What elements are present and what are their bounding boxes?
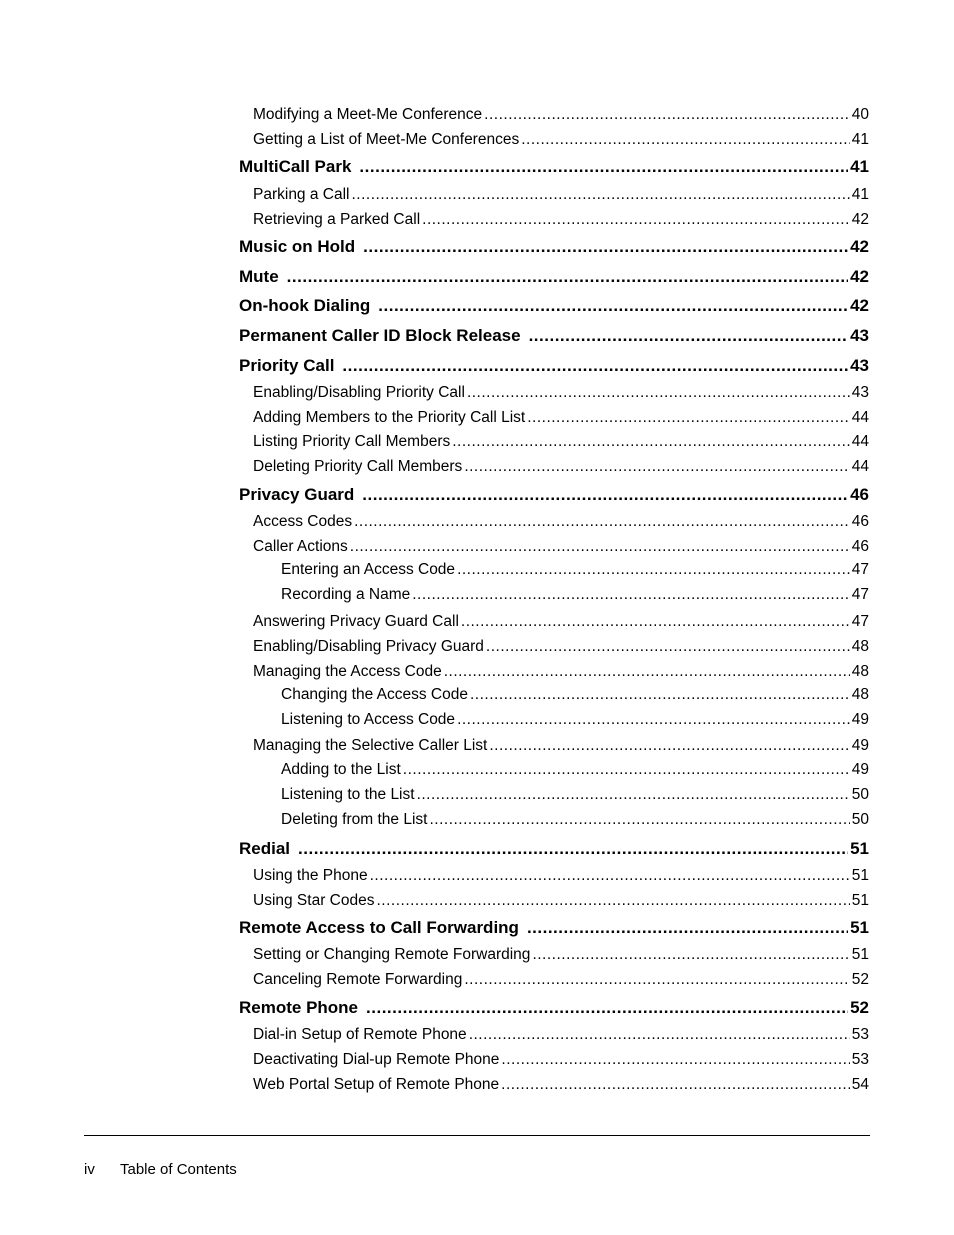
toc-subsection-entry[interactable] xyxy=(253,211,869,229)
toc-dot-leader xyxy=(298,839,848,859)
toc-subsection-entry[interactable] xyxy=(253,186,869,204)
toc-subsection-entry[interactable] xyxy=(253,1051,869,1069)
toc-page-number: 54 xyxy=(851,1076,869,1093)
toc-dot-leader xyxy=(457,711,850,729)
toc-page-number: 46 xyxy=(850,485,869,504)
toc-entry-title: Listing Priority Call Members xyxy=(253,433,451,450)
toc-entry-title: Permanent Caller ID Block Release xyxy=(239,326,521,345)
toc-entry-title: Mute xyxy=(239,267,279,286)
toc-entry-title: Dial-in Setup of Remote Phone xyxy=(253,1026,467,1043)
toc-section-entry[interactable] xyxy=(239,998,869,1018)
toc-dot-leader xyxy=(501,1051,849,1069)
toc-entry-title: Answering Privacy Guard Call xyxy=(253,613,459,630)
toc-subsection-entry[interactable] xyxy=(253,409,869,427)
toc-entry-title: Listening to the List xyxy=(281,786,415,803)
toc-section-entry[interactable] xyxy=(239,267,869,287)
toc-dot-leader xyxy=(464,971,849,989)
toc-page-number: 51 xyxy=(851,867,869,884)
toc-subsection-entry[interactable] xyxy=(253,663,869,681)
toc-section-entry[interactable] xyxy=(239,326,869,346)
toc-entry-title: Enabling/Disabling Privacy Guard xyxy=(253,638,484,655)
toc-entry-title: Canceling Remote Forwarding xyxy=(253,971,463,988)
toc-entry-title: Remote Phone xyxy=(239,998,359,1017)
toc-dot-leader xyxy=(352,186,850,204)
toc-page-number: 49 xyxy=(851,711,869,728)
toc-dot-leader xyxy=(403,761,850,779)
toc-entry-title: Adding Members to the Priority Call List xyxy=(253,409,526,426)
toc-subsubsection-entry[interactable] xyxy=(281,586,869,604)
toc-subsubsection-entry[interactable] xyxy=(281,711,869,729)
toc-subsubsection-entry[interactable] xyxy=(281,811,869,829)
toc-dot-leader xyxy=(529,326,849,346)
toc-page-number: 51 xyxy=(851,946,869,963)
toc-dot-leader xyxy=(489,737,849,755)
toc-subsection-entry[interactable] xyxy=(253,106,869,124)
toc-page-number: 44 xyxy=(851,433,869,450)
toc-subsubsection-entry[interactable] xyxy=(281,686,869,704)
footer-label: Table of Contents xyxy=(120,1161,237,1178)
toc-subsection-entry[interactable] xyxy=(253,458,869,476)
toc-page-number: 42 xyxy=(850,296,869,315)
toc-entry-title: Privacy Guard xyxy=(239,485,355,504)
footer-page-number: iv xyxy=(84,1161,95,1178)
toc-subsubsection-entry[interactable] xyxy=(281,561,869,579)
toc-subsection-entry[interactable] xyxy=(253,1026,869,1044)
toc-section-entry[interactable] xyxy=(239,485,869,505)
toc-page-number: 42 xyxy=(850,237,869,256)
toc-dot-leader xyxy=(467,384,850,402)
toc-dot-leader xyxy=(532,946,849,964)
toc-dot-leader xyxy=(359,157,848,177)
toc-entry-title: Managing the Selective Caller List xyxy=(253,737,488,754)
toc-entry-title: Using the Phone xyxy=(253,867,368,884)
toc-entry-title: Priority Call xyxy=(239,356,335,375)
toc-subsection-entry[interactable] xyxy=(253,946,869,964)
toc-dot-leader xyxy=(422,211,850,229)
toc-subsection-entry[interactable] xyxy=(253,867,869,885)
toc-dot-leader xyxy=(461,613,850,631)
toc-dot-leader xyxy=(376,892,849,910)
toc-entry-title: Music on Hold xyxy=(239,237,356,256)
toc-dot-leader xyxy=(452,433,850,451)
toc-page-number: 48 xyxy=(851,663,869,680)
toc-entry-title: Adding to the List xyxy=(281,761,401,778)
toc-page-number: 50 xyxy=(851,786,869,803)
toc-subsubsection-entry[interactable] xyxy=(281,761,869,779)
toc-dot-leader xyxy=(370,867,850,885)
toc-page-number: 51 xyxy=(850,839,869,858)
toc-page-number: 46 xyxy=(851,513,869,530)
toc-entry-title: Caller Actions xyxy=(253,538,348,555)
toc-section-entry[interactable] xyxy=(239,296,869,316)
toc-dot-leader xyxy=(287,267,848,287)
toc-subsection-entry[interactable] xyxy=(253,538,869,556)
toc-dot-leader xyxy=(527,409,850,427)
toc-subsection-entry[interactable] xyxy=(253,613,869,631)
toc-page-number: 51 xyxy=(850,918,869,937)
toc-dot-leader xyxy=(412,586,850,604)
toc-dot-leader xyxy=(457,561,850,579)
toc-dot-leader xyxy=(486,638,850,656)
toc-entry-title: Retrieving a Parked Call xyxy=(253,211,421,228)
toc-dot-leader xyxy=(350,538,850,556)
toc-dot-leader xyxy=(521,131,850,149)
toc-dot-leader xyxy=(354,513,850,531)
toc-page-number: 49 xyxy=(851,737,869,754)
toc-entry-title: Entering an Access Code xyxy=(281,561,456,578)
toc-dot-leader xyxy=(484,106,850,124)
toc-dot-leader xyxy=(378,296,848,316)
toc-subsection-entry[interactable] xyxy=(253,971,869,989)
toc-page-number: 41 xyxy=(851,131,869,148)
footer-divider xyxy=(84,1135,870,1136)
toc-section-entry[interactable] xyxy=(239,237,869,257)
toc-entry-title: Web Portal Setup of Remote Phone xyxy=(253,1076,500,1093)
toc-entry-title: Redial xyxy=(239,839,291,858)
toc-entry-title: Getting a List of Meet-Me Conferences xyxy=(253,131,520,148)
toc-section-entry[interactable] xyxy=(239,157,869,177)
toc-entry-title: MultiCall Park xyxy=(239,157,352,176)
toc-entry-title: On-hook Dialing xyxy=(239,296,371,315)
toc-dot-leader xyxy=(342,356,848,376)
toc-dot-leader xyxy=(464,458,849,476)
toc-dot-leader xyxy=(429,811,849,829)
toc-entry-title: Managing the Access Code xyxy=(253,663,442,680)
toc-dot-leader xyxy=(362,485,848,505)
toc-dot-leader xyxy=(470,686,850,704)
toc-entry-title: Deactivating Dial-up Remote Phone xyxy=(253,1051,500,1068)
toc-dot-leader xyxy=(366,998,848,1018)
toc-dot-leader xyxy=(501,1076,850,1094)
toc-subsection-entry[interactable] xyxy=(253,1076,869,1094)
toc-subsection-entry[interactable] xyxy=(253,892,869,910)
toc-page-number: 43 xyxy=(850,356,869,375)
toc-page-number: 46 xyxy=(851,538,869,555)
toc-subsection-entry[interactable] xyxy=(253,737,869,755)
toc-entry-title: Recording a Name xyxy=(281,586,411,603)
toc-entry-title: Modifying a Meet-Me Conference xyxy=(253,106,483,123)
toc-entry-title: Remote Access to Call Forwarding xyxy=(239,918,519,937)
toc-page-number: 53 xyxy=(851,1051,869,1068)
toc-entry-title: Deleting Priority Call Members xyxy=(253,458,463,475)
toc-entry-title: Using Star Codes xyxy=(253,892,375,909)
toc-page-number: 41 xyxy=(850,157,869,176)
toc-page-number: 47 xyxy=(851,613,869,630)
toc-section-entry[interactable] xyxy=(239,918,869,938)
toc-subsection-entry[interactable] xyxy=(253,638,869,656)
toc-page-number: 41 xyxy=(851,186,869,203)
toc-page-number: 42 xyxy=(851,211,869,228)
toc-page-number: 53 xyxy=(851,1026,869,1043)
toc-page-number: 47 xyxy=(851,561,869,578)
toc-page-number: 43 xyxy=(850,326,869,345)
toc-entry-title: Access Codes xyxy=(253,513,353,530)
toc-subsection-entry[interactable] xyxy=(253,433,869,451)
toc-dot-leader xyxy=(527,918,848,938)
toc-page-number: 42 xyxy=(850,267,869,286)
toc-entry-title: Listening to Access Code xyxy=(281,711,456,728)
toc-page-number: 52 xyxy=(851,971,869,988)
toc-page-number: 48 xyxy=(851,638,869,655)
toc-page-number: 52 xyxy=(850,998,869,1017)
toc-page-number: 44 xyxy=(851,409,869,426)
toc-page-number: 40 xyxy=(851,106,869,123)
toc-dot-leader xyxy=(417,786,850,804)
toc-entry-title: Setting or Changing Remote Forwarding xyxy=(253,946,531,963)
toc-subsection-entry[interactable] xyxy=(253,131,869,149)
toc-page-number: 44 xyxy=(851,458,869,475)
toc-section-entry[interactable] xyxy=(239,839,869,859)
toc-page-number: 48 xyxy=(851,686,869,703)
toc-subsection-entry[interactable] xyxy=(253,513,869,531)
toc-page-number: 50 xyxy=(851,811,869,828)
toc-subsection-entry[interactable] xyxy=(253,384,869,402)
toc-dot-leader xyxy=(469,1026,850,1044)
toc-page-number: 51 xyxy=(851,892,869,909)
toc-page-number: 43 xyxy=(851,384,869,401)
toc-dot-leader xyxy=(444,663,850,681)
toc-section-entry[interactable] xyxy=(239,356,869,376)
toc-dot-leader xyxy=(363,237,848,257)
toc-page-number: 49 xyxy=(851,761,869,778)
toc-subsubsection-entry[interactable] xyxy=(281,786,869,804)
toc-entry-title: Changing the Access Code xyxy=(281,686,468,703)
toc-page-number: 47 xyxy=(851,586,869,603)
toc-entry-title: Parking a Call xyxy=(253,186,350,203)
toc-entry-title: Deleting from the List xyxy=(281,811,428,828)
toc-entry-title: Enabling/Disabling Priority Call xyxy=(253,384,465,401)
